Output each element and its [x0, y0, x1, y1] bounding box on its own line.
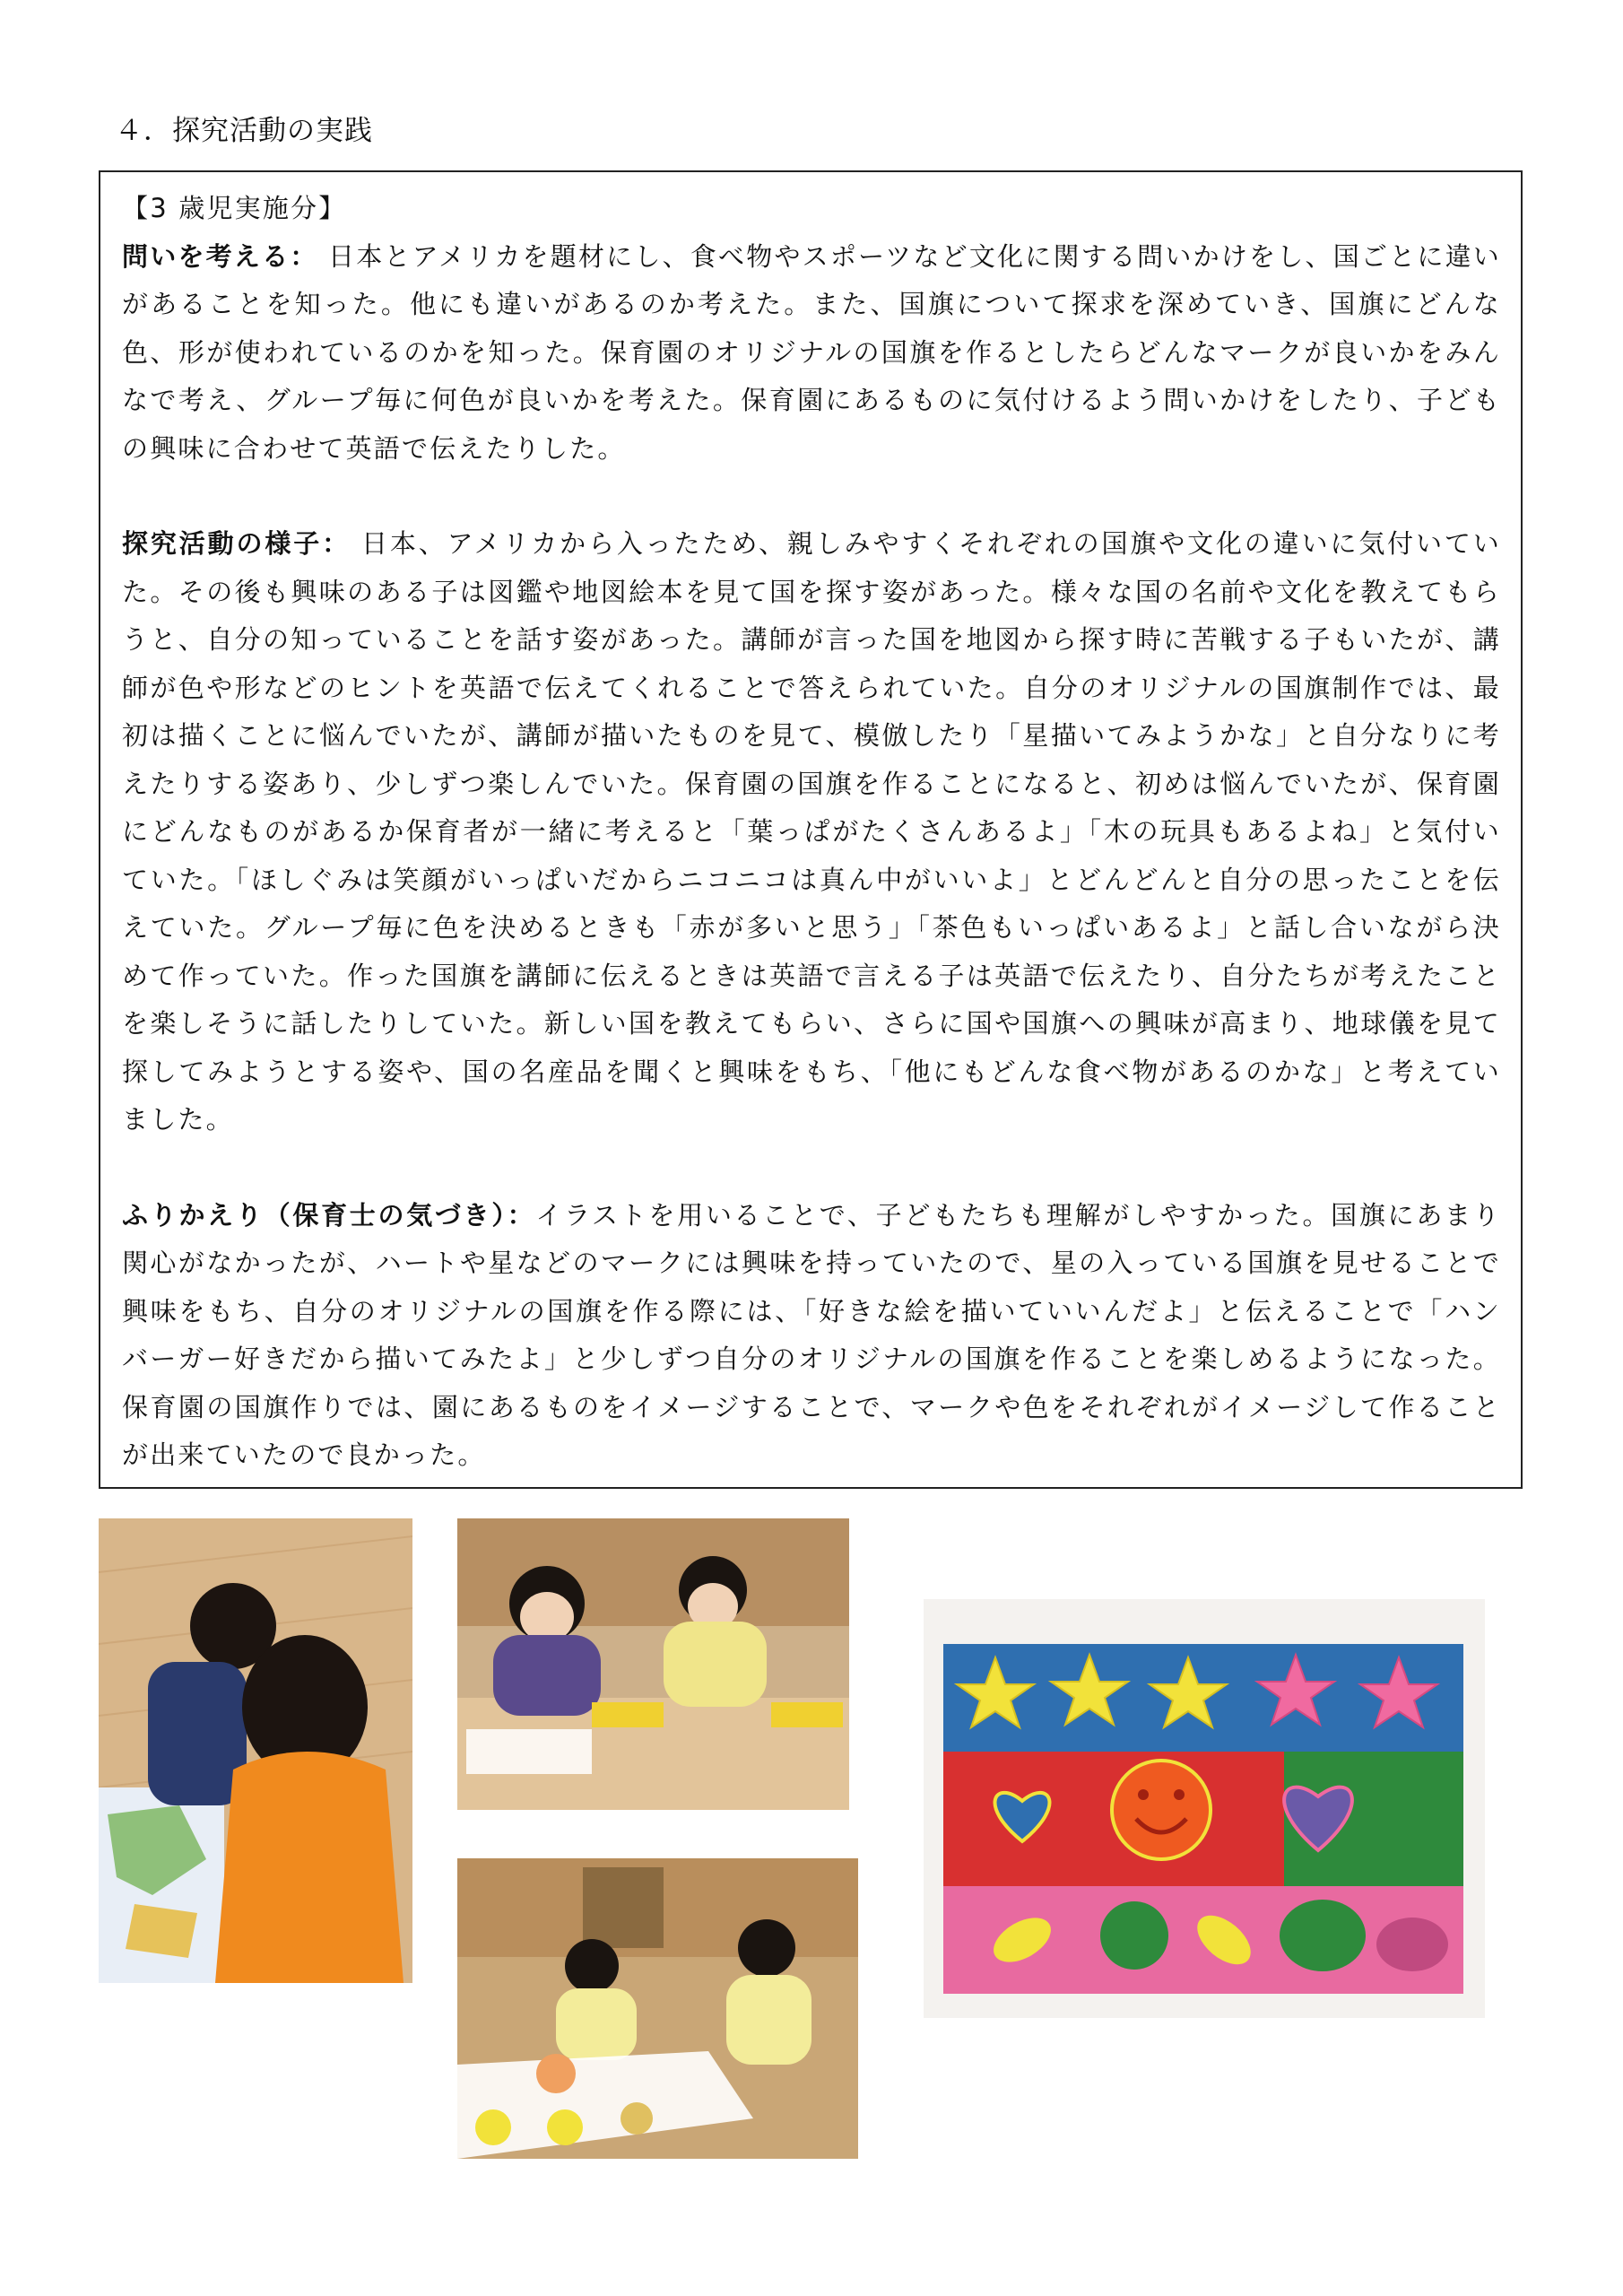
activity-report-box [99, 170, 1523, 1489]
photo-children-drawing-table [457, 1518, 849, 1810]
question-text: 日本とアメリカを題材にし、食べ物やスポーツなど文化に関する問いかけをし、国ごとに違いがあることを知った。他にも違いがあるのか考えた。また、国旗について探求を深めていき、国旗にどんな色、形が使われているのかを知った。保育園のオリジナルの国旗を作るとしたらどんなマークが良いかをみんなで考え、グループ毎に何色が良いかを考えた。保育園にあるものに気付けるよう問いかけをしたり、子どもの興味に合わせて英語で伝えたりした。 [122, 240, 1501, 464]
photo-children-painting-floor [457, 1858, 858, 2159]
reflection-paragraph [122, 1192, 1501, 1480]
reflection-text: イラストを用いることで、子どもたちも理解がしやすかった。国旗にあまり関心がなかったが、ハートや星などのマークには興味を持っていたので、星の入っている国旗を見せることで興味をもち、自分のオリジナルの国旗を作る際には、「好きな絵を描いていいんだよ」と伝えることで「ハンバーガー好きだから描いてみたよ」と少しずつ自分のオリジナルの国旗を作ることを楽しめるようになった。保育園の国旗作りでは、園にあるものをイメージすることで、マークや色をそれぞれがイメージして作ることが出来ていたので良かった。 [122, 1199, 1501, 1470]
question-label: 問いを考える： [122, 240, 318, 272]
question-paragraph [122, 233, 1501, 474]
photo-teacher-with-child-map [99, 1518, 412, 1983]
photo-nursery-flag-painting [924, 1599, 1485, 2018]
activity-paragraph [122, 520, 1501, 1144]
reflection-label: ふりかえり（保育士の気づき）： [122, 1199, 536, 1231]
box-subtitle: 【3 歳児実施分】 [122, 193, 347, 223]
activity-label: 探究活動の様子： [122, 528, 351, 559]
section-heading: ４．探究活動の実践 [115, 115, 373, 147]
activity-text: 日本、アメリカから入ったため、親しみやすくそれぞれの国旗や文化の違いに気付いていた。その後も興味のある子は図鑑や地図絵本を見て国を探す姿があった。様々な国の名前や文化を教えてもらうと、自分の知っていることを話す姿があった。講師が言った国を地図から探す時に苦戦する子もいたが、講師が色や形などのヒントを英語で伝えてくれることで答えられていた。自分のオリジナルの国旗制作では、最初は描くことに悩んでいたが、講師が描いたものを見て、模倣したり「星描いてみようかな」と自分なりに考えたりする姿あり、少しずつ楽しんでいた。保育園の国旗を作ることになると、初めは悩んでいたが、保育園にどんなものがあるか保育者が一緒に考えると「葉っぱがたくさんあるよ」「木の玩具もあるよね」と気付いていた。「ほしぐみは笑顔がいっぱいだからニコニコは真ん中がいいよ」とどんどんと自分の思ったことを伝えていた。グループ毎に色を決めるときも「赤が多いと思う」「茶色もいっぱいあるよ」と話し合いながら決めて作っていた。作った国旗を講師に伝えるときは英語で言える子は英語で伝えたり、自分たちが考えたことを楽しそうに話したりしていた。新しい国を教えてもらい、さらに国や国旗への興味が高まり、地球儀を見て探してみようとする姿や、国の名産品を聞くと興味をもち、「他にもどんな食べ物があるのかな」と考えていました。 [122, 528, 1501, 1135]
